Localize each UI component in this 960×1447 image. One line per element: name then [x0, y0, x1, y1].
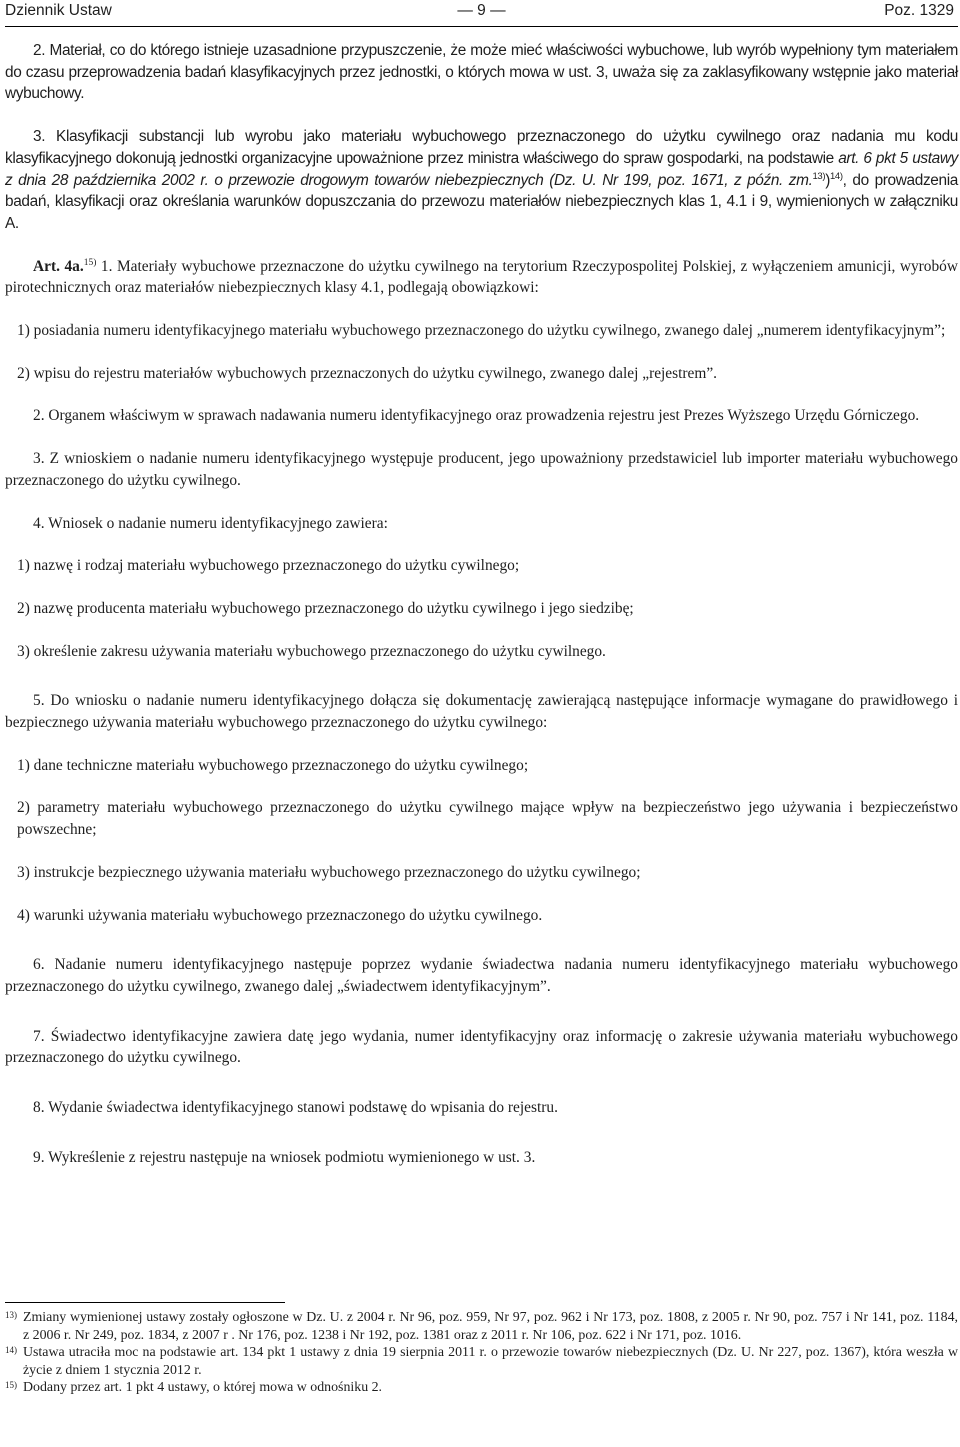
article-4a-paragraph-9: 9. Wykreślenie z rejestru następuje na wniosek podmiotu wymienionego w ust. 3. [33, 1148, 536, 1166]
list-item: 1) posiadania numeru identyfikacyjnego materiału wybuchowego przeznaczonego do użytku cywilnego, zwanego dalej „numerem identyfikacyjnym”; [17, 322, 946, 340]
paragraph-3-reference: art. 6 pkt 5 ustawy z dnia 28 października 2002 r. o przewozie drogowym towarów niebezpiecznych (Dz. U. Nr 199, poz. 1671, z późn. zm. [5, 149, 958, 189]
paragraph-3-paren: ) [825, 171, 830, 189]
footnote [5, 1309, 958, 1344]
article-4a-paragraph-6: 6. Nadanie numeru identyfikacyjnego następuje poprzez wydanie świadectwa nadania numeru identyfikacyjnego materiału wybuchowego przeznaczonego do użytku cywilnego, zwanego dalej „świadectwem identyfikacyjnym”. [5, 956, 958, 995]
footnote-text: Dodany przez art. 1 pkt 4 ustawy, o której mowa w odnośniku 2. [23, 1380, 383, 1396]
article-4a-text: 1. Materiały wybuchowe przeznaczone do użytku cywilnego na terytorium Rzeczypospolitej Polskiej, z wyłączeniem amunicji, wyrobów pirotechnicznych oraz materiałów niebezpiecznych klasy 4.1, podlegają obowiązkowi: [5, 257, 958, 297]
footnote-mark: 13) [5, 1310, 17, 1320]
document-body [5, 40, 958, 1169]
list-item: 3) instrukcje bezpiecznego używania materiału wybuchowego przeznaczonego do użytku cywilnego; [17, 863, 641, 881]
document-page [5, 0, 958, 1447]
list-item: 1) dane techniczne materiału wybuchowego przeznaczonego do użytku cywilnego; [17, 756, 529, 774]
page-number: — 9 — [457, 2, 506, 19]
journal-title: Dziennik Ustaw [5, 2, 112, 19]
article-4a-paragraph-3: 3. Z wnioskiem o nadanie numeru identyfikacyjnego występuje producent, jego upoważniony przedstawiciel lub importer materiału wybuchowego przeznaczonego do użytku cywilnego. [5, 450, 958, 489]
footnote-mark: 14) [5, 1345, 17, 1356]
article-label: Art. 4a. [33, 257, 84, 275]
header-divider [5, 26, 958, 27]
list-item: 2) nazwę producenta materiału wybuchowego przeznaczonego do użytku cywilnego i jego siedzibę; [17, 599, 634, 617]
footnote-mark: 15) [5, 1380, 17, 1391]
article-4a-paragraph-8: 8. Wydanie świadectwa identyfikacyjnego stanowi podstawę do wpisania do rejestru. [33, 1099, 558, 1117]
footnote-text: Zmiany wymienionej ustawy zostały ogłoszone w Dz. U. z 2004 r. Nr 96, poz. 959, Nr 97, poz. 962 i Nr 173, poz. 1808, z 2005 r. Nr 90, poz. 757 i Nr 141, poz. 1184, z 2006 r. Nr 249, poz. 1834, z 2007 r . Nr 176, poz. 1238 i Nr 192, poz. 1381 oraz z 2011 r. Nr 106, poz. 622 i Nr 171, poz. 1016. [23, 1310, 958, 1343]
footnotes [5, 1309, 958, 1397]
article-4a-paragraph-2: 2. Organem właściwym w sprawach nadawania numeru identyfikacyjnego oraz prowadzenia rejestru jest Prezes Wyższego Urzędu Górniczego. [33, 407, 920, 425]
paragraph-2: 2. Materiał, co do którego istnieje uzasadnione przypuszczenie, że może mieć właściwości wybuchowe, lub wyrób wypełniony tym materiałem do czasu przeprowadzenia badań klasyfikacyjnych przez jednostki, o których mowa w ust. 3, uważa się za zaklasyfikowany wstępnie jako materiał wybuchowy. [5, 42, 958, 103]
footnote [5, 1379, 958, 1397]
article-4a-paragraph-4: 4. Wniosek o nadanie numeru identyfikacyjnego zawiera: [33, 514, 388, 532]
footnote [5, 1344, 958, 1379]
paragraph-3-end: , do prowadzenia badań, klasyfikacji oraz określania warunków dopuszczania do przewozu materiałów niebezpiecznych klas 1, 4.1 i 9, wymienionych w załączniku A. [5, 171, 958, 232]
page-header [5, 2, 958, 26]
list-item: 4) warunki używania materiału wybuchowego przeznaczonego do użytku cywilnego. [17, 906, 543, 924]
list-item: 1) nazwę i rodzaj materiału wybuchowego przeznaczonego do użytku cywilnego; [17, 557, 520, 575]
footnote-ref-14: 14) [829, 170, 843, 182]
article-4a-paragraph-7: 7. Świadectwo identyfikacyjne zawiera datę jego wydania, numer identyfikacyjny oraz informację o zakresie używania materiału wybuchowego przeznaczonego do użytku cywilnego. [5, 1027, 958, 1067]
article-4a-paragraph-1 [5, 256, 958, 299]
list-item: 2) parametry materiału wybuchowego przeznaczonego do użytku cywilnego mające wpływ na bezpieczeństwo jego używania i bezpieczeństwo powszechne; [17, 799, 958, 839]
footnote-divider [5, 1302, 285, 1303]
paragraph-3-start: 3. Klasyfikacji substancji lub wyrobu jako materiału wybuchowego przeznaczonego do użytku cywilnego oraz nadania mu kodu klasyfikacyjnego dokonują jednostki organizacyjne upoważnione przez ministra właściwego do spraw gospodarki, na podstawie [5, 128, 958, 167]
paragraph-3 [5, 126, 958, 235]
footnote-text: Ustawa utraciła moc na podstawie art. 134 pkt 1 ustawy z dnia 19 sierpnia 2011 r. o przewozie towarów niebezpiecznych (Dz. U. Nr 227, poz. 1367), która weszła w życie z dniem 1 stycznia 2012 r. [23, 1345, 958, 1378]
article-4a-paragraph-5: 5. Do wniosku o nadanie numeru identyfikacyjnego dołącza się dokumentację zawierającą następujące informacje wymagane do prawidłowego i bezpiecznego używania materiału wybuchowego przeznaczonego do użytku cywilnego: [5, 692, 958, 732]
footnote-ref-15: 15) [83, 257, 97, 268]
footnote-ref-13: 13) [812, 170, 826, 182]
list-item: 3) określenie zakresu używania materiału wybuchowego przeznaczonego do użytku cywilnego. [17, 642, 606, 660]
list-item: 2) wpisu do rejestru materiałów wybuchowych przeznaczonych do użytku cywilnego, zwanego dalej „rejestrem”. [17, 364, 718, 382]
position-number: Poz. 1329 [884, 2, 954, 19]
